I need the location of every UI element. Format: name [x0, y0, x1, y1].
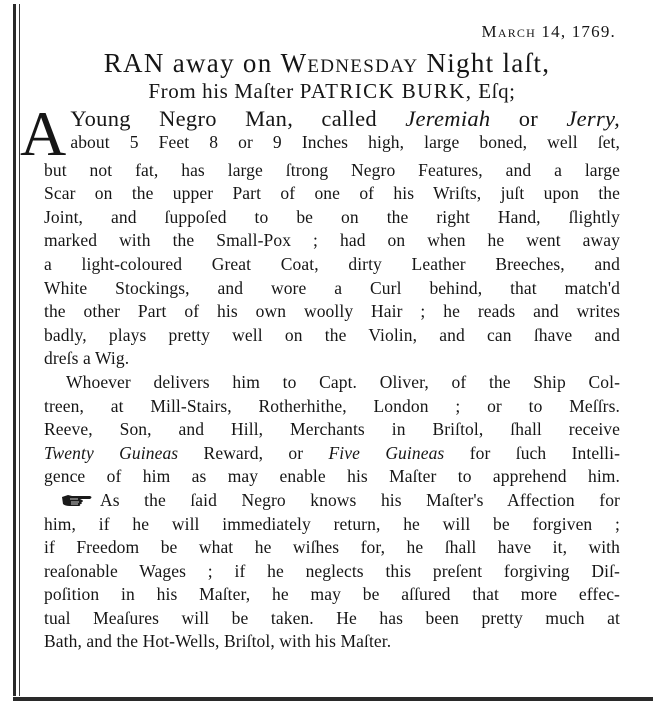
advertisement-text [20, 20, 621, 654]
from-prefix: From his Maſter [148, 78, 300, 103]
headline-day: Wednesday [280, 47, 419, 78]
from-suffix: Eſq; [472, 78, 516, 103]
description-line-first [44, 107, 620, 131]
forgiveness-line-last: Bath, and the Hot-Wells, Briſtol, with his Maſter. [44, 631, 392, 652]
description-line: badly, plays pretty well on the Violin, and can ſhave and [44, 324, 620, 345]
reward-line-last: gence of him as may enable his Maſter to apprehend him. [44, 466, 620, 487]
description-line: a light-coloured Great Coat, dirty Leather Breeches, and [44, 253, 620, 274]
dateline: March 14, 1769. [481, 22, 616, 41]
forgiveness-line: if Freedom be what he wiſhes for, he ſhall have it, with [44, 537, 620, 558]
reward-line: treen, at Mill-Stairs, Rotherhithe, London ; or to Meſſrs. [44, 395, 620, 416]
drop-cap: A [20, 97, 67, 169]
forgiveness-line: poſition in his Maſter, he may be aſſured that more effec- [44, 584, 620, 605]
name-jerry: Jerry, [566, 105, 620, 131]
reward-five-guineas: Five Guineas [328, 442, 445, 463]
column-rule-bottom [13, 697, 653, 701]
reward-twenty-guineas: Twenty Guineas [44, 442, 179, 463]
reward-end: for ſuch Intelli- [444, 442, 621, 463]
paragraph-description [20, 97, 620, 371]
headline [26, 48, 628, 78]
name-jeremiah: Jeremiah [405, 105, 491, 131]
line1-a: Young Negro Man, called [70, 105, 406, 131]
reward-line: Reeve, Son, and Hill, Merchants in Briſtol, ſhall receive [44, 419, 620, 440]
description-line: Joint, and ſuppoſed to be on the right Hand, ſlightly [44, 206, 620, 227]
pointing-hand-icon [60, 492, 94, 508]
headline-rest: Night laſt, [418, 47, 551, 78]
reward-line: Whoever delivers him to Capt. Oliver, of the Ship Col- [66, 371, 620, 392]
master-line [44, 78, 620, 105]
line1-or: or [490, 105, 567, 131]
paragraph-forgiveness [44, 489, 620, 654]
forgiveness-line: tual Meaſures will be taken. He has been pretty much at [44, 607, 620, 628]
description-line: but not fat, has large ſtrong Negro Features, and a large [44, 159, 620, 180]
forgiveness-line-first [44, 489, 620, 513]
paragraph-reward [44, 371, 620, 489]
description-line: the other Part of his own woolly Hair ; he reads and writes [44, 301, 620, 322]
description-line: about 5 Feet 8 or 9 Inches high, large boned, well ſet, [70, 131, 620, 152]
reward-amount-line [44, 442, 620, 466]
description-line: Scar on the upper Part of one of his Wriſts, juſt upon the [44, 183, 620, 204]
description-line-last: dreſs a Wig. [44, 348, 130, 369]
description-line: marked with the Small-Pox ; had on when he went away [44, 230, 620, 251]
column-rule-left [13, 4, 16, 696]
forgiveness-line: him, if he will immediately return, he will be forgiven ; [44, 513, 620, 534]
reward-mid: Reward, or [178, 442, 329, 463]
headline-ran: RAN away on [103, 47, 281, 78]
forgiveness-line: reaſonable Wages ; if he neglects this preſent forgiving Diſ- [44, 560, 620, 581]
forgiveness-first-text: As the ſaid Negro knows his Maſter's Affection for [100, 489, 620, 510]
description-line: White Stockings, and wore a Curl behind, that match'd [44, 277, 620, 298]
master-name: PATRICK BURK, [299, 78, 473, 103]
